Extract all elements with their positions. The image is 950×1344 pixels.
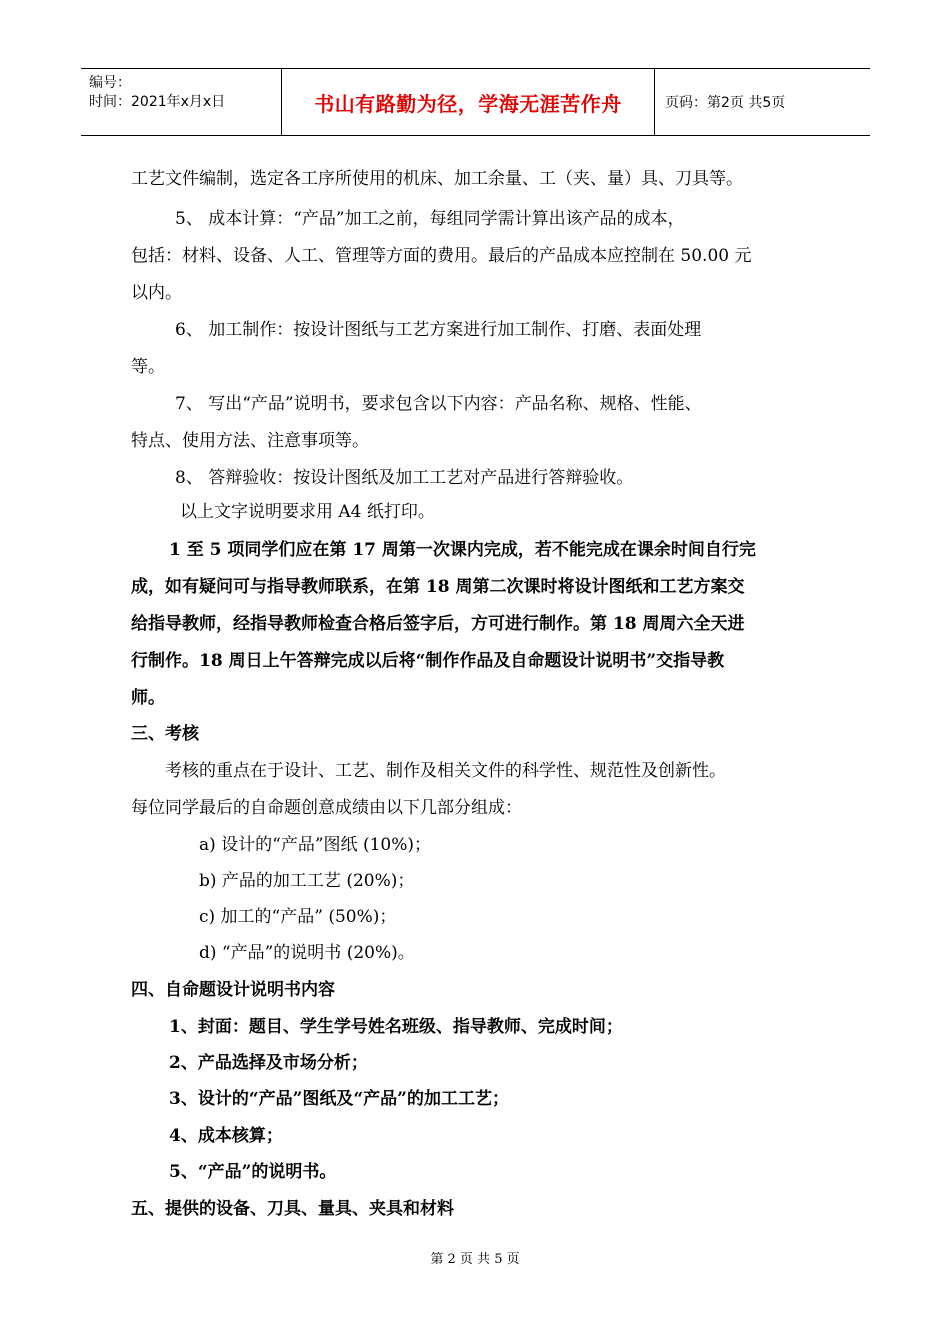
item-5-line1: 5、 成本计算：“产品”加工之前，每组同学需计算出该产品的成本， [175, 209, 685, 229]
header-page-cell [655, 69, 870, 135]
item-8-line: 8、 答辩验收：按设计图纸及加工工艺对产品进行答辩验收。 [175, 468, 634, 488]
item-6-line1: 6、 加工制作：按设计图纸与工艺方案进行加工制作、打磨、表面处理 [175, 320, 702, 340]
date-label: 时间：2021年x月x日 [89, 94, 226, 110]
item-7-line2: 特点、使用方法、注意事项等。 [131, 431, 369, 451]
item-5-line2: 包括：材料、设备、人工、管理等方面的费用。最后的产品成本应控制在 50.00 元 [131, 246, 752, 266]
section-5-title: 五、提供的设备、刀具、量具、夹具和材料 [131, 1199, 454, 1219]
section-3-para1: 考核的重点在于设计、工艺、制作及相关文件的科学性、规范性及创新性。 [165, 761, 726, 781]
section-3-para2: 每位同学最后的自命题创意成绩由以下几部分组成： [131, 798, 522, 818]
section-4-title: 四、自命题设计说明书内容 [131, 980, 335, 1000]
section-4-item1: 1、封面：题目、学生学号姓名班级、指导教师、完成时间； [169, 1017, 623, 1037]
grade-item-a: a) 设计的“产品”图纸 (10%)； [199, 835, 432, 855]
motto-text: 书山有路勤为径，学海无涯苦作舟 [314, 91, 622, 116]
bold-paragraph-line1: 1 至 5 项同学们应在第 17 周第一次课内完成，若不能完成在课余时间自行完 [169, 540, 756, 560]
grade-item-d: d) “产品”的说明书 (20%)。 [199, 943, 415, 963]
bold-paragraph-line3: 给指导教师，经指导教师检查合格后签字后，方可进行制作。第 18 周周六全天进 [131, 614, 745, 634]
serial-label: 编号： [89, 75, 131, 91]
print-note: 以上文字说明要求用 A4 纸打印。 [180, 502, 435, 522]
section-4-item5: 5、“产品”的说明书。 [169, 1162, 337, 1182]
page-header [81, 68, 870, 136]
page-info: 页码：第2页 共5页 [665, 95, 786, 111]
grade-item-c: c) 加工的“产品” (50%)； [199, 907, 397, 927]
grade-item-b: b) 产品的加工工艺 (20%)； [199, 871, 415, 891]
body-line: 工艺文件编制，选定各工序所使用的机床、加工余量、工（夹、量）具、刀具等。 [131, 169, 743, 189]
item-7-line1: 7、 写出“产品”说明书，要求包含以下内容：产品名称、规格、性能、 [175, 394, 702, 414]
bold-paragraph-line4: 行制作。18 周日上午答辩完成以后将“制作作品及自命题设计说明书”交指导教 [131, 651, 725, 671]
section-4-item2: 2、产品选择及市场分析； [169, 1053, 368, 1073]
section-3-title: 三、考核 [131, 724, 199, 744]
header-motto-cell [282, 69, 655, 135]
section-4-item3: 3、设计的“产品”图纸及“产品”的加工工艺； [169, 1089, 509, 1109]
header-meta-cell [81, 69, 282, 135]
bold-paragraph-line5: 师。 [131, 688, 165, 708]
item-6-line2: 等。 [131, 357, 165, 377]
page-footer: 第 2 页 共 5 页 [430, 1252, 520, 1267]
section-4-item4: 4、成本核算； [169, 1126, 283, 1146]
item-5-line3: 以内。 [131, 283, 182, 303]
bold-paragraph-line2: 成，如有疑问可与指导教师联系，在第 18 周第二次课时将设计图纸和工艺方案交 [131, 577, 745, 597]
